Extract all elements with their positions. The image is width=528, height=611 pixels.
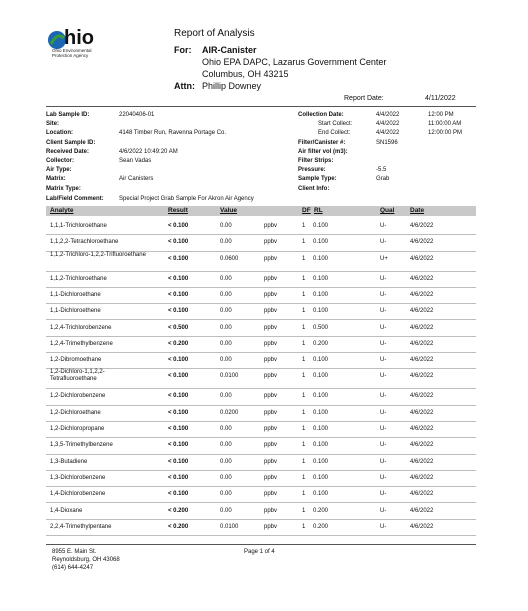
cell-result: < 0.200 [168, 340, 189, 347]
cell-qual: U- [380, 324, 387, 331]
cell-result: < 0.100 [168, 426, 189, 432]
cell-unit: ppbv [264, 409, 278, 416]
sample-info-row [46, 130, 296, 139]
sample-info-row [46, 176, 296, 185]
sample-info-value: Sean Vadas [119, 157, 152, 164]
collection-info-label: Sample Type: [298, 176, 337, 183]
report-title: Report of Analysis [174, 28, 255, 39]
collection-info-row [298, 140, 478, 149]
cell-unit: ppbv [264, 357, 278, 364]
cell-df: 1 [302, 442, 306, 449]
collection-info-row [298, 121, 478, 130]
cell-date: 4/6/2022 [410, 357, 434, 364]
collection-info-value: 4/4/2022 [376, 112, 400, 118]
collection-info-row [298, 158, 478, 167]
collection-info-value: -5.5 [376, 167, 387, 174]
cell-unit: ppbv [264, 393, 278, 400]
cell-date: 4/6/2022 [410, 255, 434, 262]
cell-qual: U- [380, 409, 387, 416]
sample-info-row [46, 112, 296, 121]
cell-analyte: 1,2-Dichloroethane [50, 409, 101, 416]
logo-line1: Ohio Environmental [52, 48, 92, 53]
cell-date: 4/6/2022 [410, 409, 434, 416]
sample-info-right [298, 112, 478, 195]
cell-df: 1 [302, 507, 306, 514]
sample-info-label: Client Sample ID: [46, 139, 96, 146]
sample-info-value: 4148 Timber Run, Ravenna Portage Co. [119, 130, 227, 137]
sample-info-label: Air Type: [46, 167, 72, 174]
cell-result: < 0.200 [168, 523, 189, 530]
footer-phone: (614) 644-4247 [52, 565, 94, 571]
footer-divider [46, 544, 476, 545]
collection-info-label: Pressure: [298, 167, 326, 174]
cell-date: 4/6/2022 [410, 491, 434, 498]
cell-analyte: 1,1,2,2-Tetrachloroethane [50, 239, 119, 246]
cell-qual: U- [380, 491, 387, 498]
col-df: DF [302, 207, 311, 214]
collection-info-label: Filter/Canister #: [298, 139, 346, 146]
col-analyte: Analyte [50, 207, 74, 214]
lab-field-comment [46, 196, 254, 204]
collection-info-label: Filter Strips: [298, 157, 334, 164]
cell-analyte: 1,1-Dichloroethane [50, 291, 101, 298]
cell-unit: ppbv [264, 442, 278, 449]
attn-value: Phillip Downey [202, 81, 262, 91]
collection-info-row [298, 130, 478, 139]
collection-info-row [298, 149, 478, 158]
cell-unit: ppbv [264, 275, 278, 282]
cell-value: 0.00 [220, 393, 232, 400]
sample-info-left [46, 112, 296, 195]
cell-analyte: 1,3-Dichlorobenzene [50, 474, 106, 481]
cell-rl: 0.500 [313, 324, 329, 331]
cell-date: 4/6/2022 [410, 426, 434, 432]
collection-info-row [298, 112, 478, 121]
collection-info-time: 12:00:00 PM [428, 130, 463, 137]
collection-info-label: Start Collect: [318, 121, 353, 128]
cell-unit: ppbv [264, 474, 278, 481]
cell-unit: ppbv [264, 291, 278, 298]
cell-value: 0.00 [220, 442, 232, 449]
cell-qual: U- [380, 223, 387, 229]
cell-rl: 0.100 [313, 275, 329, 282]
cell-df: 1 [302, 393, 306, 400]
cell-date: 4/6/2022 [410, 340, 434, 347]
cell-df: 1 [302, 523, 306, 530]
cell-df: 1 [302, 324, 306, 331]
cell-date: 4/6/2022 [410, 523, 434, 530]
cell-result: < 0.100 [168, 373, 189, 380]
cell-value: 0.00 [220, 474, 232, 481]
table-row [46, 287, 476, 304]
cell-rl: 0.100 [313, 255, 329, 262]
cell-rl: 0.100 [313, 357, 329, 364]
collection-info-label: Air filter vol (m3): [298, 148, 348, 155]
cell-value: 0.00 [220, 458, 232, 465]
collection-info-value: SN1596 [376, 139, 398, 146]
table-row [46, 437, 476, 454]
collection-info-row [298, 167, 478, 176]
cell-rl: 0.100 [313, 393, 329, 400]
cell-value: 0.0600 [220, 255, 239, 262]
cell-date: 4/6/2022 [410, 223, 434, 229]
cell-date: 4/6/2022 [410, 239, 434, 246]
cell-value: 0.00 [220, 308, 232, 315]
cell-df: 1 [302, 474, 306, 481]
sample-info-label: Lab Sample ID: [46, 112, 90, 118]
cell-qual: U- [380, 291, 387, 298]
report-date-value: 4/11/2022 [425, 95, 456, 102]
table-row [46, 470, 476, 487]
cell-value: 0.0100 [220, 523, 239, 530]
collection-info-label: Collection Date: [298, 112, 344, 118]
col-date: Date [410, 207, 425, 214]
sample-info-row [46, 167, 296, 176]
for-label: For: [174, 45, 192, 55]
cell-result: < 0.100 [168, 491, 189, 498]
sample-info-label: Received Date: [46, 148, 90, 155]
attn-label: Attn: [174, 81, 195, 91]
cell-analyte: 1,2,4-Trichlorobenzene [50, 324, 112, 331]
cell-value: 0.00 [220, 491, 232, 498]
collection-info-value: 4/4/2022 [376, 130, 400, 137]
cell-result: < 0.100 [168, 474, 189, 481]
cell-df: 1 [302, 239, 306, 246]
table-row [46, 368, 476, 389]
collection-info-row [298, 186, 478, 195]
sample-info-row [46, 121, 296, 130]
cell-qual: U- [380, 426, 387, 432]
cell-df: 1 [302, 373, 306, 380]
cell-date: 4/6/2022 [410, 373, 434, 380]
cell-rl: 0.100 [313, 442, 329, 449]
cell-qual: U- [380, 357, 387, 364]
table-row [46, 503, 476, 520]
cell-df: 1 [302, 308, 306, 315]
cell-analyte: 1,3-Butadiene [50, 458, 88, 465]
cell-date: 4/6/2022 [410, 308, 434, 315]
sample-info-row [46, 140, 296, 149]
cell-date: 4/6/2022 [410, 275, 434, 282]
cell-qual: U- [380, 507, 387, 514]
cell-analyte: 1,4-Dichlorobenzene [50, 491, 106, 498]
collection-info-value: 4/4/2022 [376, 121, 400, 128]
col-value: Value [220, 207, 237, 214]
table-row [46, 251, 476, 272]
cell-rl: 0.100 [313, 409, 329, 416]
collection-info-time: 12:00 PM [428, 112, 454, 118]
cell-rl: 0.200 [313, 340, 329, 347]
cell-date: 4/6/2022 [410, 442, 434, 449]
client-address-line1: Ohio EPA DAPC, Lazarus Government Center [202, 57, 387, 67]
cell-unit: ppbv [264, 523, 278, 530]
col-result: Result [168, 207, 188, 214]
col-rl: RL [314, 207, 323, 214]
page-number: Page 1 of 4 [244, 549, 275, 555]
collection-info-label: Client Info: [298, 185, 330, 192]
collection-info-label: End Collect: [318, 130, 351, 137]
cell-analyte: 1,1,2-Trichloro-1,2,2-Trifluoroethane [50, 251, 146, 258]
table-row [46, 405, 476, 422]
cell-analyte: 1,2-Dichlorobenzene [50, 393, 106, 400]
cell-analyte: 1,3,5-Trimethylbenzene [50, 442, 113, 449]
cell-df: 1 [302, 223, 306, 229]
cell-qual: U- [380, 523, 387, 530]
cell-df: 1 [302, 357, 306, 364]
cell-rl: 0.100 [313, 458, 329, 465]
cell-analyte: 2,2,4-Trimethylpentane [50, 523, 112, 530]
cell-date: 4/6/2022 [410, 291, 434, 298]
cell-value: 0.00 [220, 223, 232, 229]
sample-info-label: Collector: [46, 157, 75, 164]
cell-df: 1 [302, 340, 306, 347]
cell-df: 1 [302, 255, 306, 262]
footer-address-line2: Reynoldsburg, OH 43068 [52, 557, 120, 563]
cell-date: 4/6/2022 [410, 324, 434, 331]
sample-info-label: Location: [46, 130, 73, 137]
cell-analyte: 1,4-Dioxane [50, 507, 83, 514]
cell-result: < 0.200 [168, 507, 189, 514]
table-row [46, 320, 476, 337]
cell-analyte: 1,1,1-Trichloroethane [50, 223, 107, 229]
cell-analyte: 1,2-Dibromoethane [50, 357, 102, 364]
cell-result: < 0.100 [168, 308, 189, 315]
report-date-label: Report Date: [344, 95, 384, 102]
cell-df: 1 [302, 291, 306, 298]
cell-analyte: 1,2,4-Trimethylbenzene [50, 340, 113, 347]
cell-rl: 0.200 [313, 523, 329, 530]
header-divider [46, 106, 476, 107]
cell-value: 0.00 [220, 357, 232, 364]
cell-qual: U+ [380, 255, 388, 262]
cell-result: < 0.100 [168, 223, 189, 229]
cell-result: < 0.100 [168, 357, 189, 364]
cell-qual: U- [380, 340, 387, 347]
cell-unit: ppbv [264, 340, 278, 347]
table-row [46, 352, 476, 369]
sample-info-row [46, 158, 296, 167]
client-address-line2: Columbus, OH 43215 [202, 69, 289, 79]
cell-unit: ppbv [264, 373, 278, 380]
cell-analyte: 1,1-Dichloroethene [50, 308, 101, 315]
cell-qual: U- [380, 308, 387, 315]
cell-rl: 0.100 [313, 491, 329, 498]
cell-result: < 0.100 [168, 275, 189, 282]
cell-rl: 0.100 [313, 239, 329, 246]
cell-df: 1 [302, 409, 306, 416]
cell-qual: U- [380, 442, 387, 449]
cell-result: < 0.100 [168, 393, 189, 400]
cell-rl: 0.100 [313, 223, 329, 229]
cell-unit: ppbv [264, 239, 278, 246]
sample-info-value: 4/6/2022 10:49:20 AM [119, 148, 178, 155]
cell-value: 0.0200 [220, 409, 239, 416]
cell-analyte: 1,1,2-Trichloroethane [50, 275, 107, 282]
cell-result: < 0.100 [168, 239, 189, 246]
table-row [46, 336, 476, 353]
cell-unit: ppbv [264, 491, 278, 498]
cell-result: < 0.100 [168, 291, 189, 298]
cell-value: 0.00 [220, 340, 232, 347]
cell-qual: U- [380, 373, 387, 380]
cell-rl: 0.100 [313, 373, 329, 380]
table-row [46, 421, 476, 438]
cell-result: < 0.100 [168, 255, 189, 262]
table-row [46, 218, 476, 235]
cell-analyte: 1,2-Dichloropropane [50, 426, 105, 432]
cell-date: 4/6/2022 [410, 474, 434, 481]
cell-unit: ppbv [264, 255, 278, 262]
cell-qual: U- [380, 393, 387, 400]
sample-info-value: 22040406-01 [119, 112, 155, 118]
cell-value: 0.00 [220, 507, 232, 514]
footer-address-line1: 8955 E. Main St. [52, 549, 97, 555]
cell-qual: U- [380, 474, 387, 481]
sample-info-label: Matrix Type: [46, 185, 81, 192]
cell-unit: ppbv [264, 507, 278, 514]
table-row [46, 303, 476, 320]
cell-rl: 0.100 [313, 291, 329, 298]
cell-value: 0.00 [220, 426, 232, 432]
cell-unit: ppbv [264, 223, 278, 229]
table-row [46, 486, 476, 503]
cell-unit: ppbv [264, 426, 278, 432]
cell-qual: U- [380, 275, 387, 282]
cell-df: 1 [302, 491, 306, 498]
cell-result: < 0.500 [168, 324, 189, 331]
cell-rl: 0.200 [313, 507, 329, 514]
cell-qual: U- [380, 458, 387, 465]
logo-line2: Protection Agency [52, 53, 89, 58]
cell-value: 0.00 [220, 291, 232, 298]
results-table-header [46, 206, 476, 216]
cell-date: 4/6/2022 [410, 507, 434, 514]
sample-info-label: Matrix: [46, 176, 66, 183]
table-row [46, 388, 476, 405]
cell-result: < 0.100 [168, 409, 189, 416]
cell-unit: ppbv [264, 458, 278, 465]
cell-rl: 0.100 [313, 426, 329, 432]
cell-result: < 0.100 [168, 458, 189, 465]
table-row [46, 519, 476, 536]
cell-rl: 0.100 [313, 474, 329, 481]
cell-df: 1 [302, 458, 306, 465]
cell-value: 0.00 [220, 239, 232, 246]
cell-value: 0.0100 [220, 373, 239, 380]
col-qual: Qual [380, 207, 395, 214]
collection-info-value: Grab [376, 176, 390, 183]
cell-qual: U- [380, 239, 387, 246]
cell-date: 4/6/2022 [410, 458, 434, 465]
cell-value: 0.00 [220, 275, 232, 282]
cell-value: 0.00 [220, 324, 232, 331]
cell-df: 1 [302, 426, 306, 432]
collection-info-time: 11:00:00 AM [428, 121, 462, 128]
sample-info-row [46, 186, 296, 195]
cell-result: < 0.100 [168, 442, 189, 449]
for-value: AIR-Canister [202, 45, 257, 55]
table-row [46, 271, 476, 288]
cell-df: 1 [302, 275, 306, 282]
cell-analyte: 1,2-Dichloro-1,1,2,2-Tetrafluoroethane [50, 369, 105, 383]
cell-rl: 0.100 [313, 308, 329, 315]
logo-word: hio [64, 27, 94, 49]
lab-field-comment-value: Special Project Grab Sample For Akron Air Agency [119, 196, 254, 202]
cell-date: 4/6/2022 [410, 393, 434, 400]
lab-field-comment-label: Lab/Field Comment: [46, 196, 104, 202]
sample-info-label: Site: [46, 121, 60, 128]
cell-unit: ppbv [264, 324, 278, 331]
collection-info-row [298, 176, 478, 185]
table-row [46, 234, 476, 251]
sample-info-row [46, 149, 296, 158]
sample-info-value: Air Canisters [119, 176, 154, 183]
cell-unit: ppbv [264, 308, 278, 315]
table-row [46, 454, 476, 471]
